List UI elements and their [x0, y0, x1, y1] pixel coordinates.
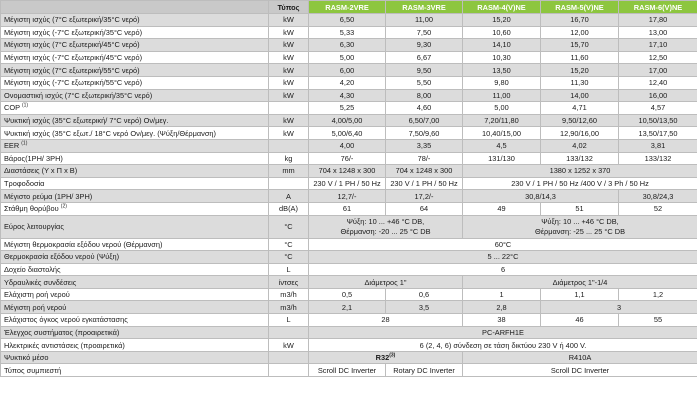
row-label: Δοχείο διαστολής: [1, 263, 269, 276]
cell-value: 49: [463, 202, 541, 215]
cell-value: 1,2: [619, 288, 697, 301]
cell-value: 78/-: [386, 152, 463, 165]
cell-value: 30,8/14,3: [463, 190, 619, 203]
row-unit: [269, 139, 309, 152]
cell-value: 13,50/17,50: [619, 127, 697, 140]
cell-value: 55: [619, 314, 697, 327]
cell-value: 76/-: [309, 152, 386, 165]
cell-value: 6,30: [309, 39, 386, 52]
cell-value: 4,57: [619, 102, 697, 115]
cell-value: 38: [463, 314, 541, 327]
model-header: RASM-4(V)NE: [463, 1, 541, 14]
row-unit: A: [269, 190, 309, 203]
row-unit: kg: [269, 152, 309, 165]
footnote-mark: (2): [60, 203, 67, 210]
cell-value: 5,00/6,40: [309, 127, 386, 140]
cell-value: 9,50: [386, 64, 463, 77]
row-label: Ελάχιστος όγκος νερού εγκατάστασης: [1, 314, 269, 327]
cell-value: 12,7/-: [309, 190, 386, 203]
row-label: Μέγιστη θερμοκρασία εξόδου νερού (Θέρμανση): [1, 238, 269, 251]
cell-value: 12,00: [541, 26, 619, 39]
cell-value: 28: [309, 314, 463, 327]
cell-value: 4,20: [309, 76, 386, 89]
spec-row: [1, 238, 697, 251]
row-label: Διαστάσεις (Υ x Π x Β): [1, 165, 269, 178]
spec-row: [1, 326, 697, 339]
cell-value: 7,20/11,80: [463, 114, 541, 127]
row-label: Εύρος λειτουργίας: [1, 215, 269, 238]
cell-value: 16,70: [541, 14, 619, 27]
row-unit: kW: [269, 39, 309, 52]
cell-value: 3,35: [386, 139, 463, 152]
cell-value: 6: [309, 263, 697, 276]
header-unit: Τύπος: [269, 1, 309, 14]
spec-row: [1, 301, 697, 314]
row-label: Τροφοδοσία: [1, 177, 269, 190]
cell-value: 704 x 1248 x 300: [386, 165, 463, 178]
cell-value: 13,50: [463, 64, 541, 77]
cell-value: 6,67: [386, 51, 463, 64]
cell-value: 15,20: [541, 64, 619, 77]
spec-row: [1, 76, 697, 89]
row-label: Τύπος συμπιεστή: [1, 364, 269, 377]
cell-value: 5,00: [463, 102, 541, 115]
cell-value: 17,2/-: [386, 190, 463, 203]
cell-value: Διάμετρος 1": [309, 276, 463, 289]
cell-value: 2,8: [463, 301, 541, 314]
cell-value: 10,60: [463, 26, 541, 39]
cell-value: 6,50: [309, 14, 386, 27]
spec-row: [1, 165, 697, 178]
cell-value: 704 x 1248 x 300: [309, 165, 386, 178]
header-blank: [1, 1, 269, 14]
cell-value: 131/130: [463, 152, 541, 165]
spec-row: [1, 364, 697, 377]
cell-value: 11,00: [463, 89, 541, 102]
row-unit: m3/h: [269, 301, 309, 314]
row-unit: L: [269, 263, 309, 276]
spec-row: [1, 190, 697, 203]
spec-row: [1, 51, 697, 64]
cell-value: 12,50: [619, 51, 697, 64]
label-text: Στάθμη θορύβου: [4, 204, 59, 214]
cell-value-range: [463, 215, 697, 238]
cell-value-refrigerant: [309, 351, 463, 364]
footnote-mark: (3): [389, 352, 396, 359]
label-text: EER: [4, 141, 20, 151]
cell-value: 14,00: [541, 89, 619, 102]
cell-value: 8,00: [386, 89, 463, 102]
row-unit: mm: [269, 165, 309, 178]
row-unit: L: [269, 314, 309, 327]
spec-row: [1, 114, 697, 127]
cell-value: 9,80: [463, 76, 541, 89]
cell-value: 14,10: [463, 39, 541, 52]
row-unit: kW: [269, 127, 309, 140]
row-label: Μέγιστη ροή νερού: [1, 301, 269, 314]
cell-value: 5,00: [309, 51, 386, 64]
cell-value: 61: [309, 202, 386, 215]
cell-value: 230 V / 1 PH / 50 Hz /400 V / 3 Ph / 50 Hz: [463, 177, 697, 190]
cell-value: Διάμετρος 1"-1/4: [463, 276, 697, 289]
row-unit: kW: [269, 51, 309, 64]
spec-row: [1, 202, 697, 215]
cell-value: 5,50: [386, 76, 463, 89]
spec-row: [1, 351, 697, 364]
cell-value: 133/132: [619, 152, 697, 165]
cell-value: 4,5: [463, 139, 541, 152]
cell-value: 10,30: [463, 51, 541, 64]
row-label: Μέγιστο ρεύμα (1PH/ 3PH): [1, 190, 269, 203]
cell-value: 13,00: [619, 26, 697, 39]
spec-row-operating-range: [1, 215, 697, 238]
cell-value: 0,6: [386, 288, 463, 301]
footnote-mark: (1): [21, 102, 29, 109]
cell-value: 16,00: [619, 89, 697, 102]
cell-value: 11,00: [386, 14, 463, 27]
spec-row: [1, 288, 697, 301]
row-label-noise: [1, 202, 269, 215]
model-header: RASM-5(V)NE: [541, 1, 619, 14]
row-label: Μέγιστη ισχύς (-7°C εξωτερική/55°C νερό): [1, 76, 269, 89]
row-unit: kW: [269, 89, 309, 102]
row-unit: kW: [269, 114, 309, 127]
cell-value: 230 V / 1 PH / 50 Hz: [386, 177, 463, 190]
cell-value: 6,00: [309, 64, 386, 77]
header-row: [1, 1, 697, 14]
cell-value: 5,33: [309, 26, 386, 39]
cell-value: 1,1: [541, 288, 619, 301]
row-label: Μέγιστη ισχύς (7°C εξωτερική/35°C νερό): [1, 14, 269, 27]
cell-value: 3,81: [619, 139, 697, 152]
row-unit: °C: [269, 251, 309, 264]
row-unit: [269, 326, 309, 339]
cell-value: 1380 x 1252 x 370: [463, 165, 697, 178]
row-unit: kW: [269, 26, 309, 39]
cell-value: 5,25: [309, 102, 386, 115]
cell-value: Scroll DC Inverter: [309, 364, 386, 377]
cell-value: 64: [386, 202, 463, 215]
row-unit: [269, 102, 309, 115]
row-label: Υδραυλικές συνδέσεις: [1, 276, 269, 289]
row-unit: [269, 177, 309, 190]
row-unit: kW: [269, 76, 309, 89]
cell-value: 9,30: [386, 39, 463, 52]
cell-value: 12,40: [619, 76, 697, 89]
row-label: Μέγιστη ισχύς (-7°C εξωτερική/35°C νερό): [1, 26, 269, 39]
cell-value: 2,1: [309, 301, 386, 314]
spec-row: [1, 26, 697, 39]
spec-row: [1, 39, 697, 52]
row-label: Ψυκτικό μέσο: [1, 351, 269, 364]
spec-row: [1, 14, 697, 27]
label-text: COP: [4, 103, 20, 113]
cell-value: 4,00: [309, 139, 386, 152]
cell-value: 4,71: [541, 102, 619, 115]
cell-value: 52: [619, 202, 697, 215]
cell-value: Rotary DC Inverter: [386, 364, 463, 377]
row-label: Ηλεκτρικές αντιστάσεις (προαιρετικά): [1, 339, 269, 352]
refrigerant-r32: R32: [375, 353, 390, 363]
cell-value: 5 ... 22°C: [309, 251, 697, 264]
cell-value: 11,60: [541, 51, 619, 64]
row-label: Βάρος(1PH/ 3PH): [1, 152, 269, 165]
spec-row: [1, 89, 697, 102]
cell-value: 17,10: [619, 39, 697, 52]
cell-value: 230 V / 1 PH / 50 Hz: [309, 177, 386, 190]
range-cooling: Ψύξη: 10 ... +46 °C DB,: [541, 216, 619, 226]
spec-row: [1, 263, 697, 276]
cell-value: 4,60: [386, 102, 463, 115]
row-label: Ψυκτική ισχύς (35°C εξωτ./ 18°C νερό Ον/μεγ. (Ψύξη/Θέρμανση): [1, 127, 269, 140]
cell-value: 4,00/5,00: [309, 114, 386, 127]
row-unit: m3/h: [269, 288, 309, 301]
row-unit: kW: [269, 14, 309, 27]
cell-value: 46: [541, 314, 619, 327]
spec-row: [1, 177, 697, 190]
row-label: Μέγιστη ισχύς (-7°C εξωτερική/45°C νερό): [1, 51, 269, 64]
cell-value: 6 (2, 4, 6) σύνδεση σε τάση δικτύου 230 V ή 400 V.: [309, 339, 697, 352]
row-unit: kW: [269, 64, 309, 77]
spec-row: [1, 64, 697, 77]
cell-value: 15,70: [541, 39, 619, 52]
cell-value: 10,40/15,00: [463, 127, 541, 140]
row-label-cop: [1, 102, 269, 115]
range-heating: Θέρμανση: -20 ... 25 °C DB: [340, 226, 431, 236]
cell-value: 11,30: [541, 76, 619, 89]
row-unit: dB(A): [269, 202, 309, 215]
cell-value: 15,20: [463, 14, 541, 27]
row-label: Μέγιστη ισχύς (7°C εξωτερική/45°C νερό): [1, 39, 269, 52]
cell-value: 4,02: [541, 139, 619, 152]
row-unit: kW: [269, 339, 309, 352]
cell-value: Scroll DC Inverter: [463, 364, 697, 377]
cell-value: 4,30: [309, 89, 386, 102]
row-unit: [269, 351, 309, 364]
cell-value: 1: [463, 288, 541, 301]
row-label-eer: [1, 139, 269, 152]
footnote-mark: (1): [21, 140, 28, 147]
cell-value: PC-ARFH1E: [309, 326, 697, 339]
spec-row: [1, 139, 697, 152]
row-unit: °C: [269, 238, 309, 251]
spec-row: [1, 314, 697, 327]
cell-value: 9,50/12,60: [541, 114, 619, 127]
cell-value: 17,80: [619, 14, 697, 27]
model-header: RASM-2VRE: [309, 1, 386, 14]
cell-value: 3: [541, 301, 697, 314]
spec-row: [1, 339, 697, 352]
range-cooling: Ψύξη: 10 ... +46 °C DB,: [346, 216, 425, 226]
model-header: RASM-6(V)NE: [619, 1, 697, 14]
model-header: RASM-3VRE: [386, 1, 463, 14]
cell-value: 30,8/24,3: [619, 190, 697, 203]
cell-value: 0,5: [309, 288, 386, 301]
spec-row: [1, 251, 697, 264]
row-label: Ονομαστική ισχύς (7°C εξωτερική/35°C νερό): [1, 89, 269, 102]
row-unit: °C: [269, 215, 309, 238]
cell-value: 17,00: [619, 64, 697, 77]
row-label: Ελάχιστη ροή νερού: [1, 288, 269, 301]
cell-value: 7,50: [386, 26, 463, 39]
range-heating: Θέρμανση: -25 ... 25 °C DB: [534, 226, 626, 236]
spec-row: [1, 276, 697, 289]
cell-value: 51: [541, 202, 619, 215]
cell-value-range: [309, 215, 463, 238]
cell-value: 133/132: [541, 152, 619, 165]
row-label: Ψυκτική ισχύς (35°C εξωτερική/ 7°C νερό) Ον/μεγ.: [1, 114, 269, 127]
row-label: Έλεγχος συστήματος (προαιρετικά): [1, 326, 269, 339]
spec-row: [1, 102, 697, 115]
row-unit: [269, 364, 309, 377]
cell-value: 7,50/9,60: [386, 127, 463, 140]
cell-value: R410A: [463, 351, 697, 364]
cell-value: 3,5: [386, 301, 463, 314]
cell-value: 60°C: [309, 238, 697, 251]
row-label: Θερμοκρασία εξόδου νερού (Ψύξη): [1, 251, 269, 264]
row-label: Μέγιστη ισχύς (7°C εξωτερική/55°C νερό): [1, 64, 269, 77]
row-unit: ίντσες: [269, 276, 309, 289]
cell-value: 10,50/13,50: [619, 114, 697, 127]
cell-value: 6,50/7,00: [386, 114, 463, 127]
spec-row: [1, 152, 697, 165]
cell-value: 12,90/16,00: [541, 127, 619, 140]
spec-row: [1, 127, 697, 140]
